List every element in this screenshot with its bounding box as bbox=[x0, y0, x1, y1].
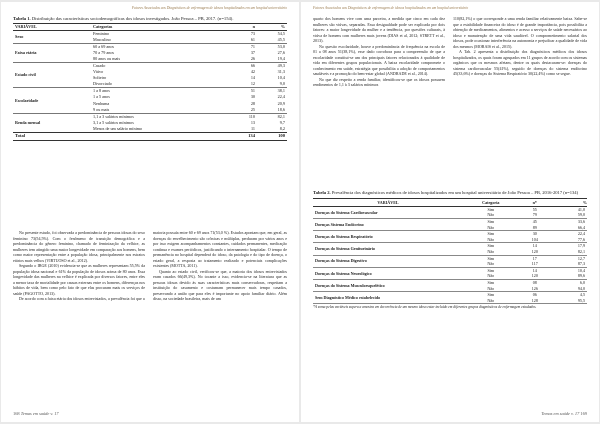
table2-head-pct: % bbox=[551, 198, 587, 206]
cell-n: 120 bbox=[519, 273, 552, 279]
cell-pct: 20,9 bbox=[277, 100, 285, 106]
total-cell: 134 bbox=[227, 132, 257, 140]
page-footer bbox=[13, 411, 287, 416]
text-column-1 bbox=[313, 16, 445, 88]
cell-n: 17 bbox=[532, 255, 537, 261]
total-cell: Total bbox=[13, 132, 227, 140]
cell-cat: Não bbox=[463, 212, 519, 218]
cell-n: 110 bbox=[227, 113, 257, 120]
cell-pct: 10,4 bbox=[277, 75, 285, 81]
cell-pct: 95,5 bbox=[551, 298, 587, 304]
cell-n: 30 bbox=[250, 94, 255, 100]
cell-pct: 82,1 bbox=[551, 249, 587, 255]
paragraph: 110(82,1%) o que corresponde a uma renda familiar relativamente baixa. Sabe-se que a estabilidade financeira do idoso é de grande importância, pois possibilita a obtenção de medicamentos, alimentos e acesso a serviços de saúde necessários ao idoso e manutenção de uma vida saudável. O comprometimento salarial dos idosos, pode ocasionar interferência na autonomia e prejudicar a qualidade de vida dos mesmos (MORAIS et al., 2015). bbox=[453, 16, 587, 49]
cell-cat: Não bbox=[463, 261, 519, 267]
cell-n: 08 bbox=[532, 279, 537, 285]
page-left bbox=[1, 2, 299, 422]
cell-pct: 53,0 bbox=[257, 43, 287, 50]
cell-cat: Não bbox=[463, 249, 519, 255]
table1-head-var: VARIÁVEL bbox=[13, 23, 91, 30]
page-right bbox=[301, 2, 599, 422]
group-label: Faixa etária bbox=[13, 43, 91, 62]
cell-cat: Viúvo bbox=[93, 69, 104, 75]
cell-pct: 9,0 bbox=[279, 81, 285, 87]
cell-pct: 17,9 bbox=[577, 243, 585, 249]
cell-cat: Sim bbox=[487, 206, 495, 212]
cell-n: 14 bbox=[532, 243, 537, 249]
cell-cat: Sim bbox=[487, 292, 495, 298]
cell-pct: 66,4 bbox=[551, 225, 587, 231]
table1-head-pct: % bbox=[257, 23, 287, 30]
cell-n: 73 bbox=[250, 30, 255, 36]
cell-n: 126 bbox=[519, 286, 552, 292]
table2 bbox=[313, 198, 587, 305]
cell-n: 104 bbox=[519, 237, 552, 243]
cell-cat: 70 a 79 anos bbox=[93, 49, 115, 55]
table2-note: *A soma pelas variáveis supera a amostra em decorrência de um mesmo idoso estar incluído em diferentes grupos diagnósticos de enfermagem estudados. bbox=[313, 305, 537, 310]
cell-cat: 9 ou mais bbox=[93, 106, 110, 112]
cell-n: 06 bbox=[532, 292, 537, 298]
cell-n: 61 bbox=[250, 36, 255, 42]
cell-cat: Sim bbox=[487, 279, 495, 285]
cell-n: 30 bbox=[532, 231, 537, 237]
cell-pct: 33,6 bbox=[577, 218, 585, 224]
table1-block bbox=[13, 16, 287, 141]
cell-cat: Nenhuma bbox=[93, 100, 110, 106]
cell-cat: Menos de um salário mínimo bbox=[93, 125, 143, 131]
paragraph: De acordo com a faixa etária dos idosos entrevistados, a prevalência foi que a bbox=[19, 296, 145, 301]
total-cell: 100 bbox=[257, 132, 287, 140]
cell-cat: Sim bbox=[487, 267, 495, 273]
group-label: Renda mensal bbox=[13, 113, 91, 132]
cell-cat: Não bbox=[463, 286, 519, 292]
cell-pct: 49,3 bbox=[257, 62, 287, 69]
cell-cat: Masculino bbox=[93, 36, 111, 42]
group-label: Sexo bbox=[15, 33, 24, 39]
diagnosis-label: Doenças do Sistema Musculoesquelético bbox=[313, 279, 463, 291]
cell-pct: 19,4 bbox=[277, 55, 285, 61]
cell-pct: 27,6 bbox=[277, 49, 285, 55]
cell-pct: 10,4 bbox=[577, 267, 585, 273]
cell-cat: 60 a 69 anos bbox=[91, 43, 227, 50]
cell-n: 14 bbox=[250, 75, 255, 81]
cell-pct: 54,5 bbox=[277, 30, 285, 36]
journal-name: Temas em saúde v. 17 bbox=[541, 411, 580, 416]
cell-pct: 4,5 bbox=[579, 292, 585, 298]
page-number: 168 bbox=[13, 411, 20, 416]
paragraph: Segundo o IBGE (2010) evidencia-se que as mulheres representam 55,5% da população idosa nacional e 61% da população de idosos acima de 80 anos. Essa longevidade das mulheres na velhice é explicada por diversos fatores, entre eles a menor taxa de mortalidade por causas externas entre os homens, diferenças nos hábitos de vida, bem como pelo fato de que elas procuram mais os serviços de saúde (PAGOTTO, 2013). bbox=[13, 263, 145, 296]
journal-name: Temas em saúde v. 17 bbox=[20, 411, 59, 416]
cell-n: 28 bbox=[250, 100, 255, 106]
cell-pct: 87,3 bbox=[551, 261, 587, 267]
diagnosis-label: Doenças do Sistema Digestivo bbox=[313, 255, 463, 267]
table1-caption: Tabela 1. Distribuição das características sociodemográficas dos idosos investigados. João Pessoa – PB, 2017. (n=154). bbox=[13, 16, 234, 21]
cell-pct: 41,0 bbox=[577, 206, 585, 212]
cell-pct: 82,1 bbox=[257, 113, 287, 120]
cell-cat: 1 a 8 anos bbox=[91, 88, 227, 95]
table2-head-n: n* bbox=[519, 198, 552, 206]
cell-n: 11 bbox=[250, 125, 255, 131]
cell-n: 117 bbox=[519, 261, 552, 267]
page-number: 169 bbox=[580, 411, 587, 416]
text-column-1 bbox=[13, 230, 145, 302]
paragraph: No presente estudo, foi observada a predominância de pessoas idosas do sexo feminino 73(54,5%). Com o fenômeno de transição demográfica e a predominância do gênero feminino, chamado de feminização da velhice, as mulheres tem atingido uma maior longevidade em comparação aos homens, bem como maior representação entre a população idosa, principalmente nos estratos etários mais velhos (VIRTUOSO et al., 2012). bbox=[13, 230, 145, 263]
cell-cat: Sim bbox=[487, 231, 495, 237]
group-label: Escolaridade bbox=[13, 88, 91, 113]
cell-pct: 8,2 bbox=[279, 125, 285, 131]
cell-pct: 18,6 bbox=[277, 106, 285, 112]
cell-cat: Solteiro bbox=[93, 75, 107, 81]
page-footer bbox=[313, 411, 587, 416]
table1-head-cat: Categorias bbox=[91, 23, 227, 30]
cell-cat: 1 a 5 anos bbox=[93, 94, 110, 100]
cell-cat: 3,1 a 5 salários mínimos bbox=[93, 119, 134, 125]
cell-pct: 38,1 bbox=[257, 88, 287, 95]
cell-cat: Feminino bbox=[93, 30, 110, 36]
cell-n: 89 bbox=[519, 225, 552, 231]
paragraph: quarto dos homens vive com uma parceira, a medida que cinco em cada dez mulheres são viúvas, separadas. Essa desigualdade pode ser explicada por dois fatores: a maior longevidade da mulher e a tendência, por questões culturais, à viúva de homens com mulheres mais jovens (DIAS et al, 2012; STRETT et al., 2013). bbox=[313, 16, 445, 43]
cell-cat: Não bbox=[463, 273, 519, 279]
table2-head-var: VARIÁVEL bbox=[313, 198, 463, 206]
cell-n: 120 bbox=[519, 249, 552, 255]
cell-cat: Sim bbox=[487, 255, 495, 261]
paragraph: No que diz respeito a renda familiar, identificou-se que os idosos possuem rendimentos de 1,1 à 3 salários mínimos bbox=[313, 76, 445, 87]
cell-pct: 22,4 bbox=[577, 231, 585, 237]
table1-head-n: n bbox=[227, 23, 257, 30]
cell-pct: 12,7 bbox=[577, 255, 585, 261]
diagnosis-label: Doenças do Sistema Geniturinário bbox=[313, 243, 463, 255]
cell-pct: 22,4 bbox=[277, 94, 285, 100]
table2-caption: Tabela 2. Prevalência dos diagnósticos médicos de idosos hospitalizados em um hospital universitário de João Pessoa – PB, 2016-2017 (n=134) bbox=[313, 190, 579, 195]
cell-n: 51 bbox=[227, 88, 257, 95]
paragraph: maioria possuía entre 60 e 69 anos 71(53,0 %). Estudos apontam que, em geral, as doenças do envelhecimento são crônicas e múltiplas, perduram por vários anos e por isso exigem acompanhamentos constantes, cuidados permanentes, medicação contínua e exames periódicos, justificando o internamento hospitalar. O tempo de permanência no hospital dependerá do idoso, da patologia e do tipo de doença, o estado geral, a resposta ao tratamento realizado e potenciais complicações existentes (MOTTA, 2011). bbox=[153, 230, 287, 268]
table1 bbox=[13, 23, 287, 141]
cell-cat: Não bbox=[463, 298, 519, 304]
running-header: Fatores Associados aos Diagnósticos de enfermagem de idosos hospitalizados em um hospital universitário bbox=[131, 6, 287, 10]
cell-pct: 77,6 bbox=[551, 237, 587, 243]
cell-n: 128 bbox=[519, 298, 552, 304]
diagnosis-label: Doenças do Sistema Respiratório bbox=[313, 231, 463, 243]
cell-pct: 94,0 bbox=[551, 286, 587, 292]
running-header: Fatores Associados aos Diagnósticos de enfermagem de idosos hospitalizados em um hospital universitário bbox=[313, 6, 469, 10]
cell-pct: 45,5 bbox=[277, 36, 285, 42]
diagnosis-label: Doenças Sistema Endócrino bbox=[313, 218, 463, 230]
cell-n: 13 bbox=[250, 119, 255, 125]
cell-pct: 59,0 bbox=[551, 212, 587, 218]
cell-cat: Não bbox=[463, 237, 519, 243]
cell-cat: Casado bbox=[91, 62, 227, 69]
cell-n: 42 bbox=[250, 69, 255, 75]
cell-pct: 6,0 bbox=[579, 279, 585, 285]
text-column-2 bbox=[453, 16, 587, 77]
cell-cat: Sim bbox=[487, 218, 495, 224]
cell-n: 14 bbox=[532, 267, 537, 273]
cell-n: 79 bbox=[519, 212, 552, 218]
cell-n: 25 bbox=[250, 106, 255, 112]
cell-cat: 80 anos ou mais bbox=[93, 55, 121, 61]
cell-cat: Não bbox=[463, 225, 519, 231]
cell-pct: 31,3 bbox=[277, 69, 285, 75]
cell-pct: 89,6 bbox=[551, 273, 587, 279]
cell-cat: 1,1 a 3 salários mínimos bbox=[91, 113, 227, 120]
cell-cat: Sim bbox=[487, 243, 495, 249]
cell-n: 37 bbox=[250, 49, 255, 55]
cell-n: 55 bbox=[532, 206, 537, 212]
paragraph: No quesito escolaridade, houve a predominância de frequência na escola de 01 a 08 anos 51(38,1%), esse dado corrobora para a compreensão de que a escolaridade constitui-se um dos principais fatores relacionados à qualidade de vida em diferentes grupos populacionais. A baixa escolaridade compromete o conhecimento em saúde, estratégia que possibilita a adoção de comportamentos saudáveis e a promoção do bem-estar global (ANDRADE et al., 2014). bbox=[313, 43, 445, 76]
table2-block bbox=[313, 190, 587, 310]
diagnosis-label: Sem Diagnóstico Médico estabelecido bbox=[313, 292, 463, 304]
table2-head-cat: Categoria bbox=[463, 198, 519, 206]
cell-cat: Divorciado bbox=[93, 81, 112, 87]
cell-n: 66 bbox=[227, 62, 257, 69]
group-label: Estado civil bbox=[13, 62, 91, 87]
diagnosis-label: Doenças do Sistema Cardiovascular bbox=[313, 206, 463, 218]
diagnosis-label: Doenças do Sistema Neurológico bbox=[313, 267, 463, 279]
paragraph: Quanto ao estado civil, verificou-se que, a maioria dos idosos entrevistados eram casados 66(49,3%). No tocante a isso, evidencia-se na literatura que as pessoas idosas devido às suas características mais conservadoras, respeitam a instituição do casamento e costumam permanecer mais tempo casados, preservando a união que para eles é importante no apoio familiar diário. Além disso, na sociedade brasileira, mais de um bbox=[153, 268, 287, 301]
cell-n: 45 bbox=[532, 218, 537, 224]
cell-n: 26 bbox=[250, 55, 255, 61]
cell-n: 12 bbox=[250, 81, 255, 87]
cell-n: 71 bbox=[227, 43, 257, 50]
cell-pct: 9,7 bbox=[279, 119, 285, 125]
text-column-2 bbox=[153, 230, 287, 302]
paragraph: A Tab. 2 apresenta a distribuição dos diagnósticos médicos dos idosos hospitalizados, os quais foram agrupados em 11 grupos de acordo com os sistemas orgânicos que os mesmos afetam, dentre os quais destacaram-se: doenças do sistema cardiovascular 55(41%), seguido de doenças do sistema endócrino 45(33,6%) e doenças do Sistema Respiratório 30(22,4%) como se segue. bbox=[453, 49, 587, 76]
total-row bbox=[13, 132, 287, 140]
